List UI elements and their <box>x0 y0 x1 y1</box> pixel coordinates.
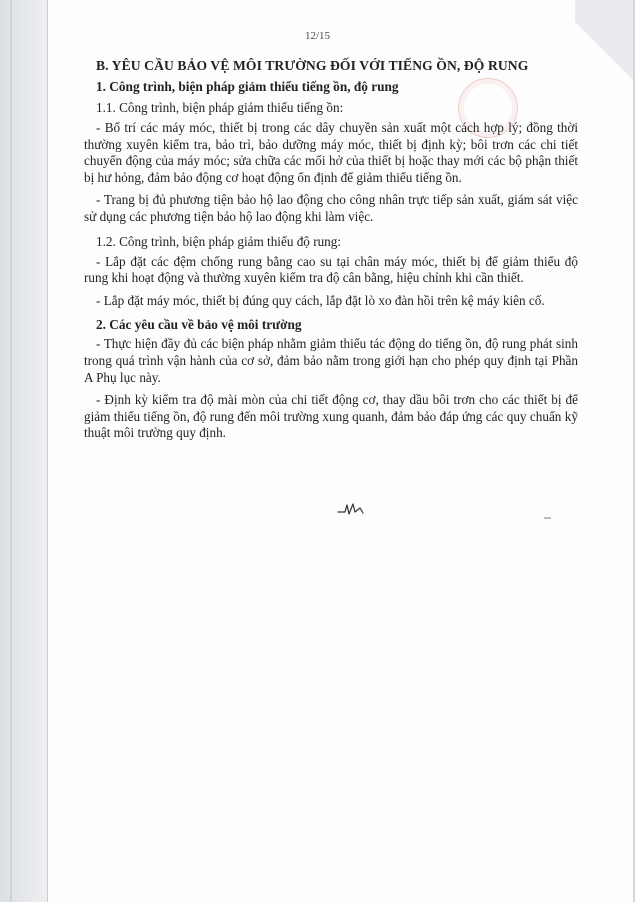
paragraph: - Định kỳ kiểm tra độ mài mòn của chi tiết động cơ, thay dầu bôi trơn cho các thiết bị để giảm thiểu tiếng ồn, độ rung đến môi trường xung quanh, đảm bảo đáp ứng các quy chuẩn kỹ thuật môi trường quy định. <box>84 392 578 441</box>
subsection-1-2-title: 1.2. Công trình, biện pháp giảm thiểu độ rung: <box>96 233 342 249</box>
paragraph: - Lắp đặt các đệm chống rung bằng cao su tại chân máy móc, thiết bị để giảm thiểu độ rung khi hoạt động và thường xuyên kiểm tra độ cân bằng, hiệu chỉnh khi cần thiết. <box>84 253 578 286</box>
initials-signature <box>336 500 372 518</box>
scan-edge-strip <box>0 0 48 902</box>
page-number: 12/15 <box>304 30 331 42</box>
page-corner-fold <box>575 0 635 120</box>
paragraph: - Bố trí các máy móc, thiết bị trong các dây chuyền sản xuất một cách hợp lý; đồng thời thường xuyên kiểm tra, bảo trì, bảo dưỡng máy móc, thiết bị định kỳ; bôi trơn các chi tiết chuyển động của máy móc; sửa chữa các mối hở của thiết bị hoặc thay mới các bộ phận thiết bị hư hỏng, đảm bảo động cơ hoạt động ổn định để giảm thiểu tiếng ồn. <box>84 120 578 185</box>
subsection-1-1-title: 1.1. Công trình, biện pháp giảm thiểu tiếng ồn: <box>96 100 344 115</box>
paragraph: - Trang bị đủ phương tiện bảo hộ lao động cho công nhân trực tiếp sản xuất, giám sát việc sử dụng các phương tiện bảo hộ lao động khi làm việc. <box>84 192 578 224</box>
section-2-title: 2. Các yêu cầu về bảo vệ môi trường <box>96 317 302 333</box>
paragraph: - Thực hiện đầy đủ các biện pháp nhằm giảm thiểu tác động do tiếng ồn, độ rung phát sinh trong quá trình vận hành của cơ sở, đảm bảo nằm trong giới hạn cho phép quy định tại Phần A Phụ lục này. <box>84 336 578 385</box>
paragraph: - Lắp đặt máy móc, thiết bị đúng quy cách, lắp đặt lò xo đàn hồi trên kệ máy kiên cố. <box>96 292 545 308</box>
document-body <box>84 56 578 448</box>
section-b-title: B. YÊU CẦU BẢO VỆ MÔI TRƯỜNG ĐỐI VỚI TIẾNG ỒN, ĐỘ RUNG <box>96 58 529 73</box>
scan-speck <box>544 517 551 519</box>
section-1-title: 1. Công trình, biện pháp giảm thiểu tiếng ồn, độ rung <box>96 79 399 94</box>
